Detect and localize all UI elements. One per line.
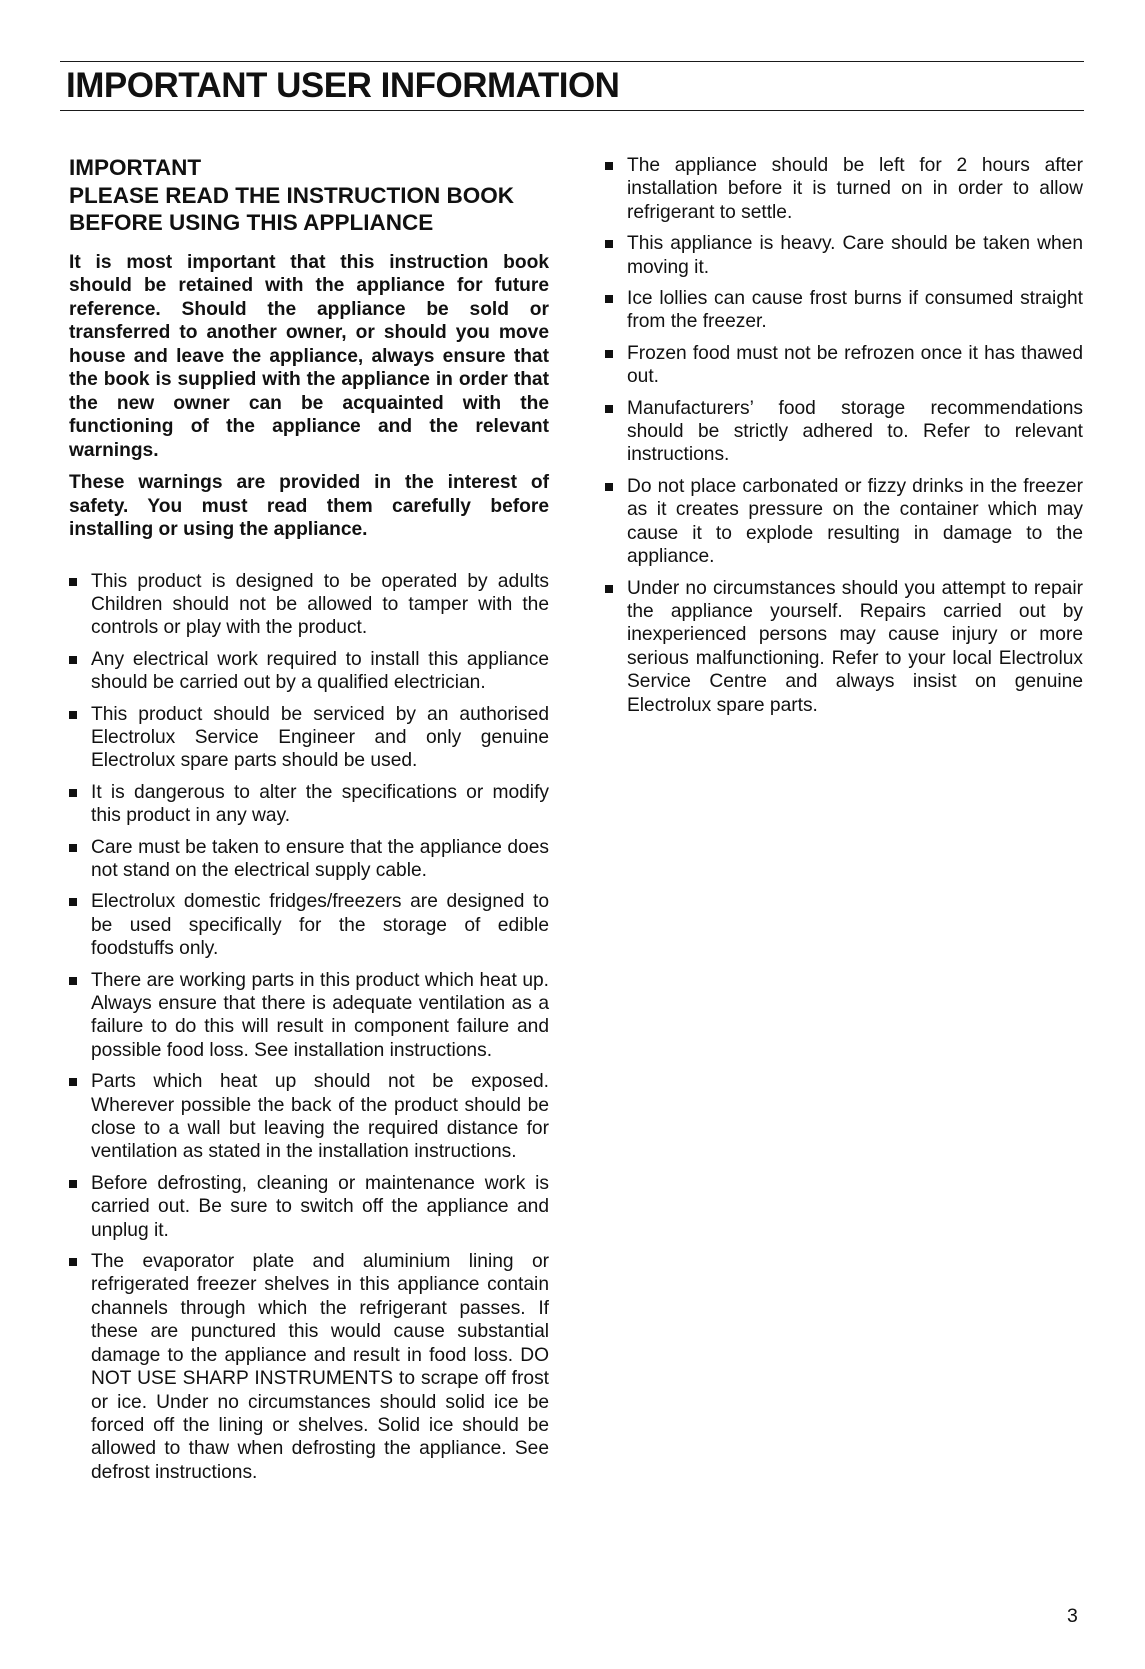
list-item-text: Care must be taken to ensure that the appliance does not stand on the electrical supply cable. — [91, 836, 549, 881]
read-instructions-heading-line1: PLEASE READ THE INSTRUCTION BOOK — [69, 182, 515, 208]
intro-paragraph: These warnings are provided in the interest of safety. You must read them carefully before installing or using the appliance. — [69, 472, 549, 540]
square-bullet-icon — [69, 789, 77, 797]
list-item — [69, 648, 549, 695]
list-item-text: The evaporator plate and aluminium lining or refrigerated freezer shelves in this appliance contain channels through which the refrigerant passes. If these are punctured this would cause substantial damage to the appliance and result in food loss. DO NOT USE SHARP INSTRUMENTS to scrape off frost or ice. Under no circumstances should solid ice be forced off the lining or shelves. Solid ice should be allowed to thaw when defrosting the appliance. See defrost instructions. — [91, 1251, 549, 1483]
list-item — [69, 969, 549, 1063]
list-item — [69, 890, 549, 960]
square-bullet-icon — [69, 578, 77, 586]
square-bullet-icon — [605, 295, 613, 303]
list-item-text: Ice lollies can cause frost burns if consumed straight from the freezer. — [627, 288, 1083, 333]
intro-paragraph: It is most important that this instruction book should be retained with the appliance for future reference. Should the appliance be sold or transferred to another owner, or should you move house and leave the appliance, always ensure that the book is supplied with the appliance in order that the new owner can be acquainted with the functioning of the appliance and the relevant warnings. — [69, 251, 549, 461]
list-item — [605, 577, 1083, 717]
list-item-text: Electrolux domestic fridges/freezers are designed to be used specifically for the storage of edible foodstuffs only. — [91, 891, 549, 960]
list-item — [605, 397, 1083, 467]
safety-list-right — [605, 154, 1083, 717]
list-item — [69, 781, 549, 828]
read-instructions-heading-line2: BEFORE USING THIS APPLIANCE — [69, 210, 434, 235]
list-item-text: This product is designed to be operated by adults Children should not be allowed to tamper with the controls or play with the product. — [91, 570, 549, 639]
square-bullet-icon — [69, 977, 77, 985]
list-item — [69, 570, 549, 640]
list-item — [69, 836, 549, 883]
square-bullet-icon — [605, 350, 613, 358]
list-item — [69, 1070, 549, 1164]
list-item-text: Do not place carbonated or fizzy drinks in the freezer as it creates pressure on the container which may cause it to explode resulting in damage to the appliance. — [627, 475, 1083, 568]
list-item-text: Parts which heat up should not be exposed. Wherever possible the back of the product should be close to a wall but leaving the required distance for ventilation as stated in the installation instructions. — [91, 1071, 549, 1163]
list-item-text: There are working parts in this product which heat up. Always ensure that there is adequate ventilation as a failure to do this will result in component failure and possible food loss. See installation instructions. — [91, 969, 549, 1061]
square-bullet-icon — [69, 1078, 77, 1086]
square-bullet-icon — [69, 898, 77, 906]
list-item — [605, 154, 1083, 224]
list-item — [605, 342, 1083, 389]
page-title: IMPORTANT USER INFORMATION — [66, 66, 620, 105]
header-rule-top — [60, 61, 1084, 62]
list-item — [69, 703, 549, 773]
square-bullet-icon — [69, 844, 77, 852]
list-item-text: Manufacturers’ food storage recommendations should be strictly adhered to. Refer to relevant instructions. — [627, 397, 1083, 466]
safety-list-left — [69, 570, 549, 1485]
list-item-text: This product should be serviced by an authorised Electrolux Service Engineer and only genuine Electrolux spare parts should be used. — [91, 703, 549, 772]
square-bullet-icon — [605, 405, 613, 413]
list-item — [69, 1172, 549, 1242]
page-number: 3 — [1067, 1605, 1078, 1627]
list-item-text: It is dangerous to alter the specifications or modify this product in any way. — [91, 781, 549, 827]
square-bullet-icon — [605, 483, 613, 491]
list-item — [605, 232, 1083, 279]
list-item-text: Under no circumstances should you attempt to repair the appliance yourself. Repairs carried out by inexperienced persons may cause injury or more serious malfunctioning. Refer to your local Electrolux Service Centre and always insist on genuine Electrolux spare parts. — [627, 577, 1083, 716]
list-item — [69, 1250, 549, 1484]
header-rule-bottom — [60, 110, 1084, 111]
list-item — [605, 287, 1083, 334]
square-bullet-icon — [605, 585, 613, 593]
list-item — [605, 475, 1083, 569]
list-item-text: Any electrical work required to install this appliance should be carried out by a qualified electrician. — [91, 648, 549, 694]
list-item-text: The appliance should be left for 2 hours after installation before it is turned on in order to allow refrigerant to settle. — [627, 155, 1083, 223]
list-item-text: Before defrosting, cleaning or maintenance work is carried out. Be sure to switch off the appliance and unplug it. — [91, 1172, 549, 1241]
list-item-text: This appliance is heavy. Care should be taken when moving it. — [627, 233, 1083, 278]
square-bullet-icon — [605, 240, 613, 248]
left-column — [69, 154, 549, 1492]
square-bullet-icon — [69, 1258, 77, 1266]
square-bullet-icon — [69, 1180, 77, 1188]
right-column — [605, 154, 1083, 725]
square-bullet-icon — [69, 656, 77, 664]
list-item-text: Frozen food must not be refrozen once it has thawed out. — [627, 342, 1083, 388]
important-heading: IMPORTANT — [69, 155, 202, 180]
square-bullet-icon — [69, 711, 77, 719]
square-bullet-icon — [605, 162, 613, 170]
